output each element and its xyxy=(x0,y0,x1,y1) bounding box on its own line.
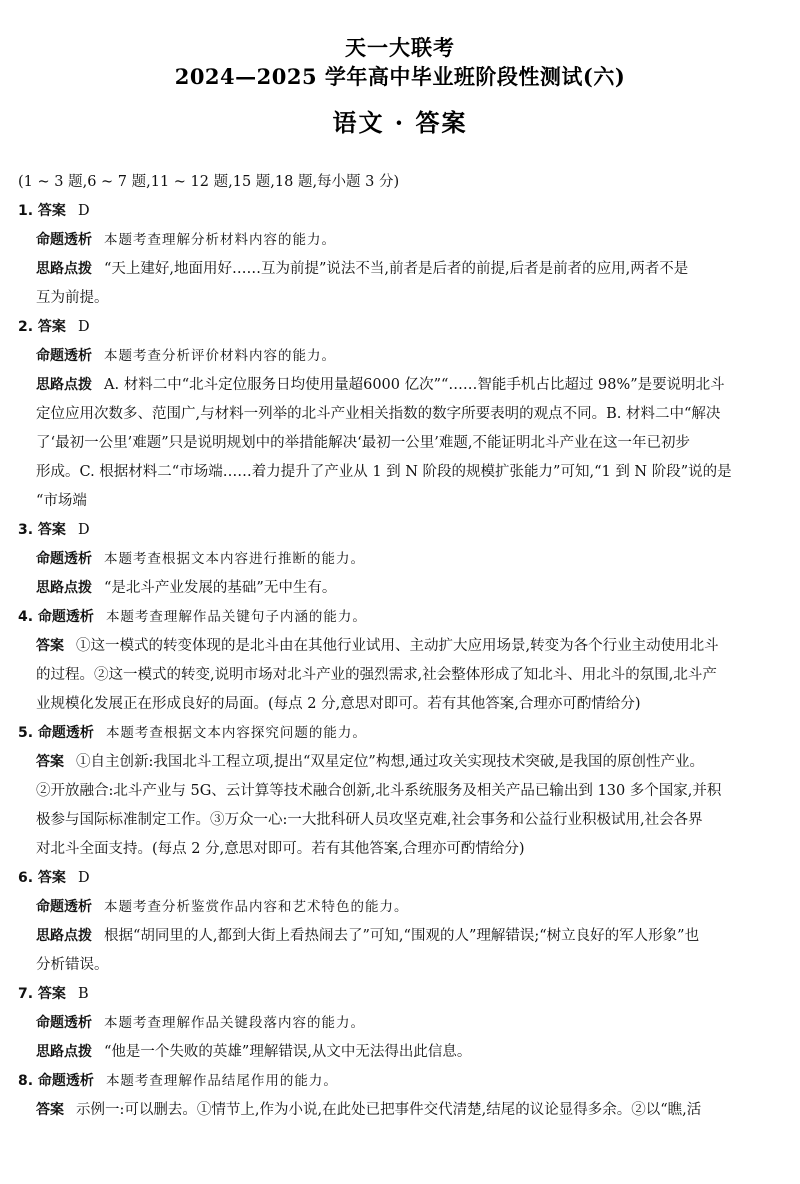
scoring-note: (1 ~ 3 题,6 ~ 7 题,11 ~ 12 题,15 题,18 题,每小题 3 分) xyxy=(18,174,400,190)
q2-tips-line-2: 定位应用次数多、范围广,与材料一列举的北斗产业相关指数的数字所要表明的观点不同。B. 材料二中“解决 xyxy=(36,406,721,422)
question-8 xyxy=(18,1067,782,1125)
question-3 xyxy=(18,516,782,603)
q5-answer-line-4: 对北斗全面支持。(每点 2 分,意思对即可。若有其他答案,合理亦可酌情给分) xyxy=(36,841,525,857)
document-header xyxy=(18,34,782,140)
q5-answer-label: 答案 xyxy=(36,754,64,770)
q8-number: 8. 命题透析 xyxy=(18,1073,94,1089)
q4-number: 4. 命题透析 xyxy=(18,609,94,625)
q3-tips: “是北斗产业发展的基础”无中生有。 xyxy=(104,580,337,596)
q6-intent-label: 命题透析 xyxy=(36,899,92,915)
question-5 xyxy=(18,719,782,864)
q2-intent: 本题考查分析评价材料内容的能力。 xyxy=(104,348,336,364)
q6-tips-label: 思路点拨 xyxy=(36,928,92,944)
q1-intent-label: 命题透析 xyxy=(36,232,92,248)
subject-title: 语文 · 答案 xyxy=(332,108,468,137)
q4-intent: 本题考查理解作品关键句子内涵的能力。 xyxy=(105,609,367,625)
q3-number: 3. 答案 xyxy=(18,522,66,538)
q1-number: 1. 答案 xyxy=(18,203,66,219)
q7-intent-label: 命题透析 xyxy=(36,1015,92,1031)
q1-tips-line-2: 互为前提。 xyxy=(36,290,109,306)
q6-tips-line-1: 根据“胡同里的人,都到大街上看热闹去了”可知,“围观的人”理解错误;“树立良好的军人形象”也 xyxy=(104,928,700,944)
q4-answer-label: 答案 xyxy=(36,638,64,654)
q7-answer: B xyxy=(77,986,89,1002)
answer-body xyxy=(18,168,782,1125)
exam-title: 2024—2025 学年高中毕业班阶段性测试(六) xyxy=(174,64,626,89)
exam-organizer: 天一大联考 xyxy=(345,35,455,60)
question-6 xyxy=(18,864,782,980)
q5-intent: 本题考查根据文本内容探究问题的能力。 xyxy=(105,725,367,741)
q7-intent: 本题考查理解作品关键段落内容的能力。 xyxy=(104,1015,365,1031)
q4-answer-line-2: 的过程。②这一模式的转变,说明市场对北斗产业的强烈需求,社会整体形成了知北斗、用北斗的氛围,北斗产 xyxy=(36,667,717,683)
q6-intent: 本题考查分析鉴赏作品内容和艺术特色的能力。 xyxy=(104,899,409,915)
q1-tips-label: 思路点拨 xyxy=(36,261,92,277)
q2-intent-label: 命题透析 xyxy=(36,348,92,364)
q2-tips-line-3: 了‘最初一公里’难题”只是说明规划中的举措能解决‘最初一公里’难题,不能证明北斗产业在这一年已初步 xyxy=(36,435,690,451)
q2-tips-line-1: A. 材料二中“北斗定位服务日均使用量超6000 亿次”“……智能手机占比超过 98%”是要说明北斗 xyxy=(104,377,725,393)
q4-answer-line-1: ①这一模式的转变体现的是北斗由在其他行业试用、主动扩大应用场景,转变为各个行业主动使用北斗 xyxy=(76,638,719,654)
question-1 xyxy=(18,197,782,313)
q1-answer: D xyxy=(77,203,90,219)
q6-answer: D xyxy=(77,870,90,886)
q1-intent: 本题考查理解分析材料内容的能力。 xyxy=(104,232,336,248)
q8-intent: 本题考查理解作品结尾作用的能力。 xyxy=(105,1073,338,1089)
q2-tips-label: 思路点拨 xyxy=(36,377,92,393)
q7-tips: “他是一个失败的英雄”理解错误,从文中无法得出此信息。 xyxy=(104,1044,472,1060)
q8-answer-line-1: 示例一:可以删去。①情节上,作为小说,在此处已把事件交代清楚,结尾的议论显得多余。②以“瞧,活 xyxy=(76,1102,702,1118)
q5-number: 5. 命题透析 xyxy=(18,725,94,741)
question-4 xyxy=(18,603,782,719)
question-2 xyxy=(18,313,782,516)
q1-tips-line-1: “天上建好,地面用好……互为前提”说法不当,前者是后者的前提,后者是前者的应用,两者不是 xyxy=(104,261,689,277)
q4-answer-line-3: 业规模化发展正在形成良好的局面。(每点 2 分,意思对即可。若有其他答案,合理亦可酌情给分) xyxy=(36,696,641,712)
q5-answer-line-2: ②开放融合:北斗产业与 5G、云计算等技术融合创新,北斗系统服务及相关产品已输出到 130 多个国家,并积 xyxy=(36,783,722,799)
q2-tips-line-5: “市场端 xyxy=(36,493,87,509)
q2-number: 2. 答案 xyxy=(18,319,66,335)
q5-answer-line-3: 极参与国际标准制定工作。③万众一心:一大批科研人员攻坚克难,社会事务和公益行业积极试用,社会各界 xyxy=(36,812,703,828)
q7-number: 7. 答案 xyxy=(18,986,66,1002)
q7-tips-label: 思路点拨 xyxy=(36,1044,92,1060)
q6-tips-line-2: 分析错误。 xyxy=(36,957,109,973)
q2-answer: D xyxy=(77,319,90,335)
q2-tips-line-4: 形成。C. 根据材料二“市场端……着力提升了产业从 1 到 N 阶段的规模扩张能力”可知,“1 到 N 阶段”说的是 xyxy=(36,464,732,480)
q3-intent-label: 命题透析 xyxy=(36,551,92,567)
q3-answer: D xyxy=(77,522,90,538)
q3-intent: 本题考查根据文本内容进行推断的能力。 xyxy=(104,551,365,567)
q5-answer-line-1: ①自主创新:我国北斗工程立项,提出“双星定位”构想,通过攻关实现技术突破,是我国的原创性产业。 xyxy=(76,754,705,770)
question-7 xyxy=(18,980,782,1067)
q6-number: 6. 答案 xyxy=(18,870,66,886)
q8-answer-label: 答案 xyxy=(36,1102,64,1118)
q3-tips-label: 思路点拨 xyxy=(36,580,92,596)
